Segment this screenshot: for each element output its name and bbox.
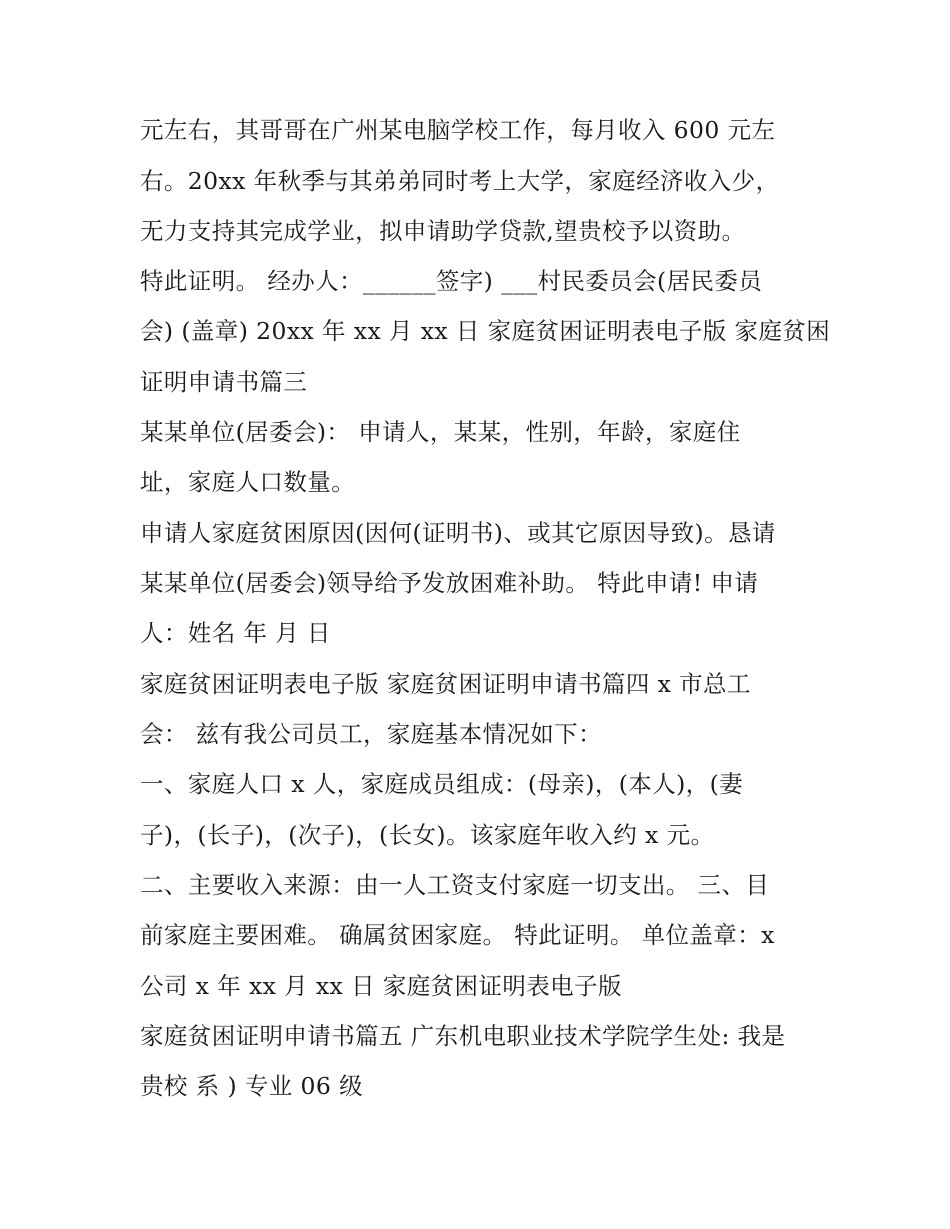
text-line: 家庭贫困证明申请书篇五 广东机电职业技术学院学生处: 我是 — [140, 1022, 786, 1050]
text-line: 特此证明。 经办人：______签字) ___村民委员会(居民委员 — [140, 267, 763, 295]
text-line: 家庭贫困证明表电子版 家庭贫困证明申请书篇四 x 市总工 — [140, 670, 751, 698]
text-line: 一、家庭人口 x 人，家庭成员组成：(母亲)，(本人)，(妻 — [140, 770, 744, 798]
text-line: 会： 兹有我公司员工，家庭基本情况如下： — [140, 720, 602, 748]
text-line: 申请人家庭贫困原因(因何(证明书)、或其它原因导致)。恳请 — [140, 519, 776, 547]
text-line: 人：姓名 年 月 日 — [140, 619, 331, 647]
text-line: 址，家庭人口数量。 — [140, 468, 356, 496]
text-line: 公司 x 年 xx 月 xx 日 家庭贫困证明表电子版 — [140, 972, 622, 1000]
text-line: 前家庭主要困难。 确属贫困家庭。 特此证明。 单位盖章：x — [140, 921, 775, 949]
text-line: 某某单位(居委会)： 申请人，某某，性别，年龄，家庭住 — [140, 418, 741, 446]
text-line: 会) (盖章) 20xx 年 xx 月 xx 日 家庭贫困证明表电子版 家庭贫困 — [140, 317, 831, 345]
text-line: 元左右，其哥哥在广州某电脑学校工作，每月收入 600 元左 — [140, 116, 776, 144]
text-line: 证明申请书篇三 — [140, 368, 308, 396]
text-line: 无力支持其完成学业，拟申请助学贷款,望贵校予以资助。 — [140, 217, 746, 245]
text-line: 贵校 系 ) 专业 06 级 — [140, 1072, 364, 1100]
text-line: 右。20xx 年秋季与其弟弟同时考上大学，家庭经济收入少， — [140, 167, 780, 195]
text-line: 二、主要收入来源：由一人工资支付家庭一切支出。 三、目 — [140, 871, 770, 899]
text-line: 子)，(长子)，(次子)，(长女)。该家庭年收入约 x 元。 — [140, 821, 715, 849]
text-line: 某某单位(居委会)领导给予发放困难补助。 特此申请! 申请 — [140, 569, 759, 597]
